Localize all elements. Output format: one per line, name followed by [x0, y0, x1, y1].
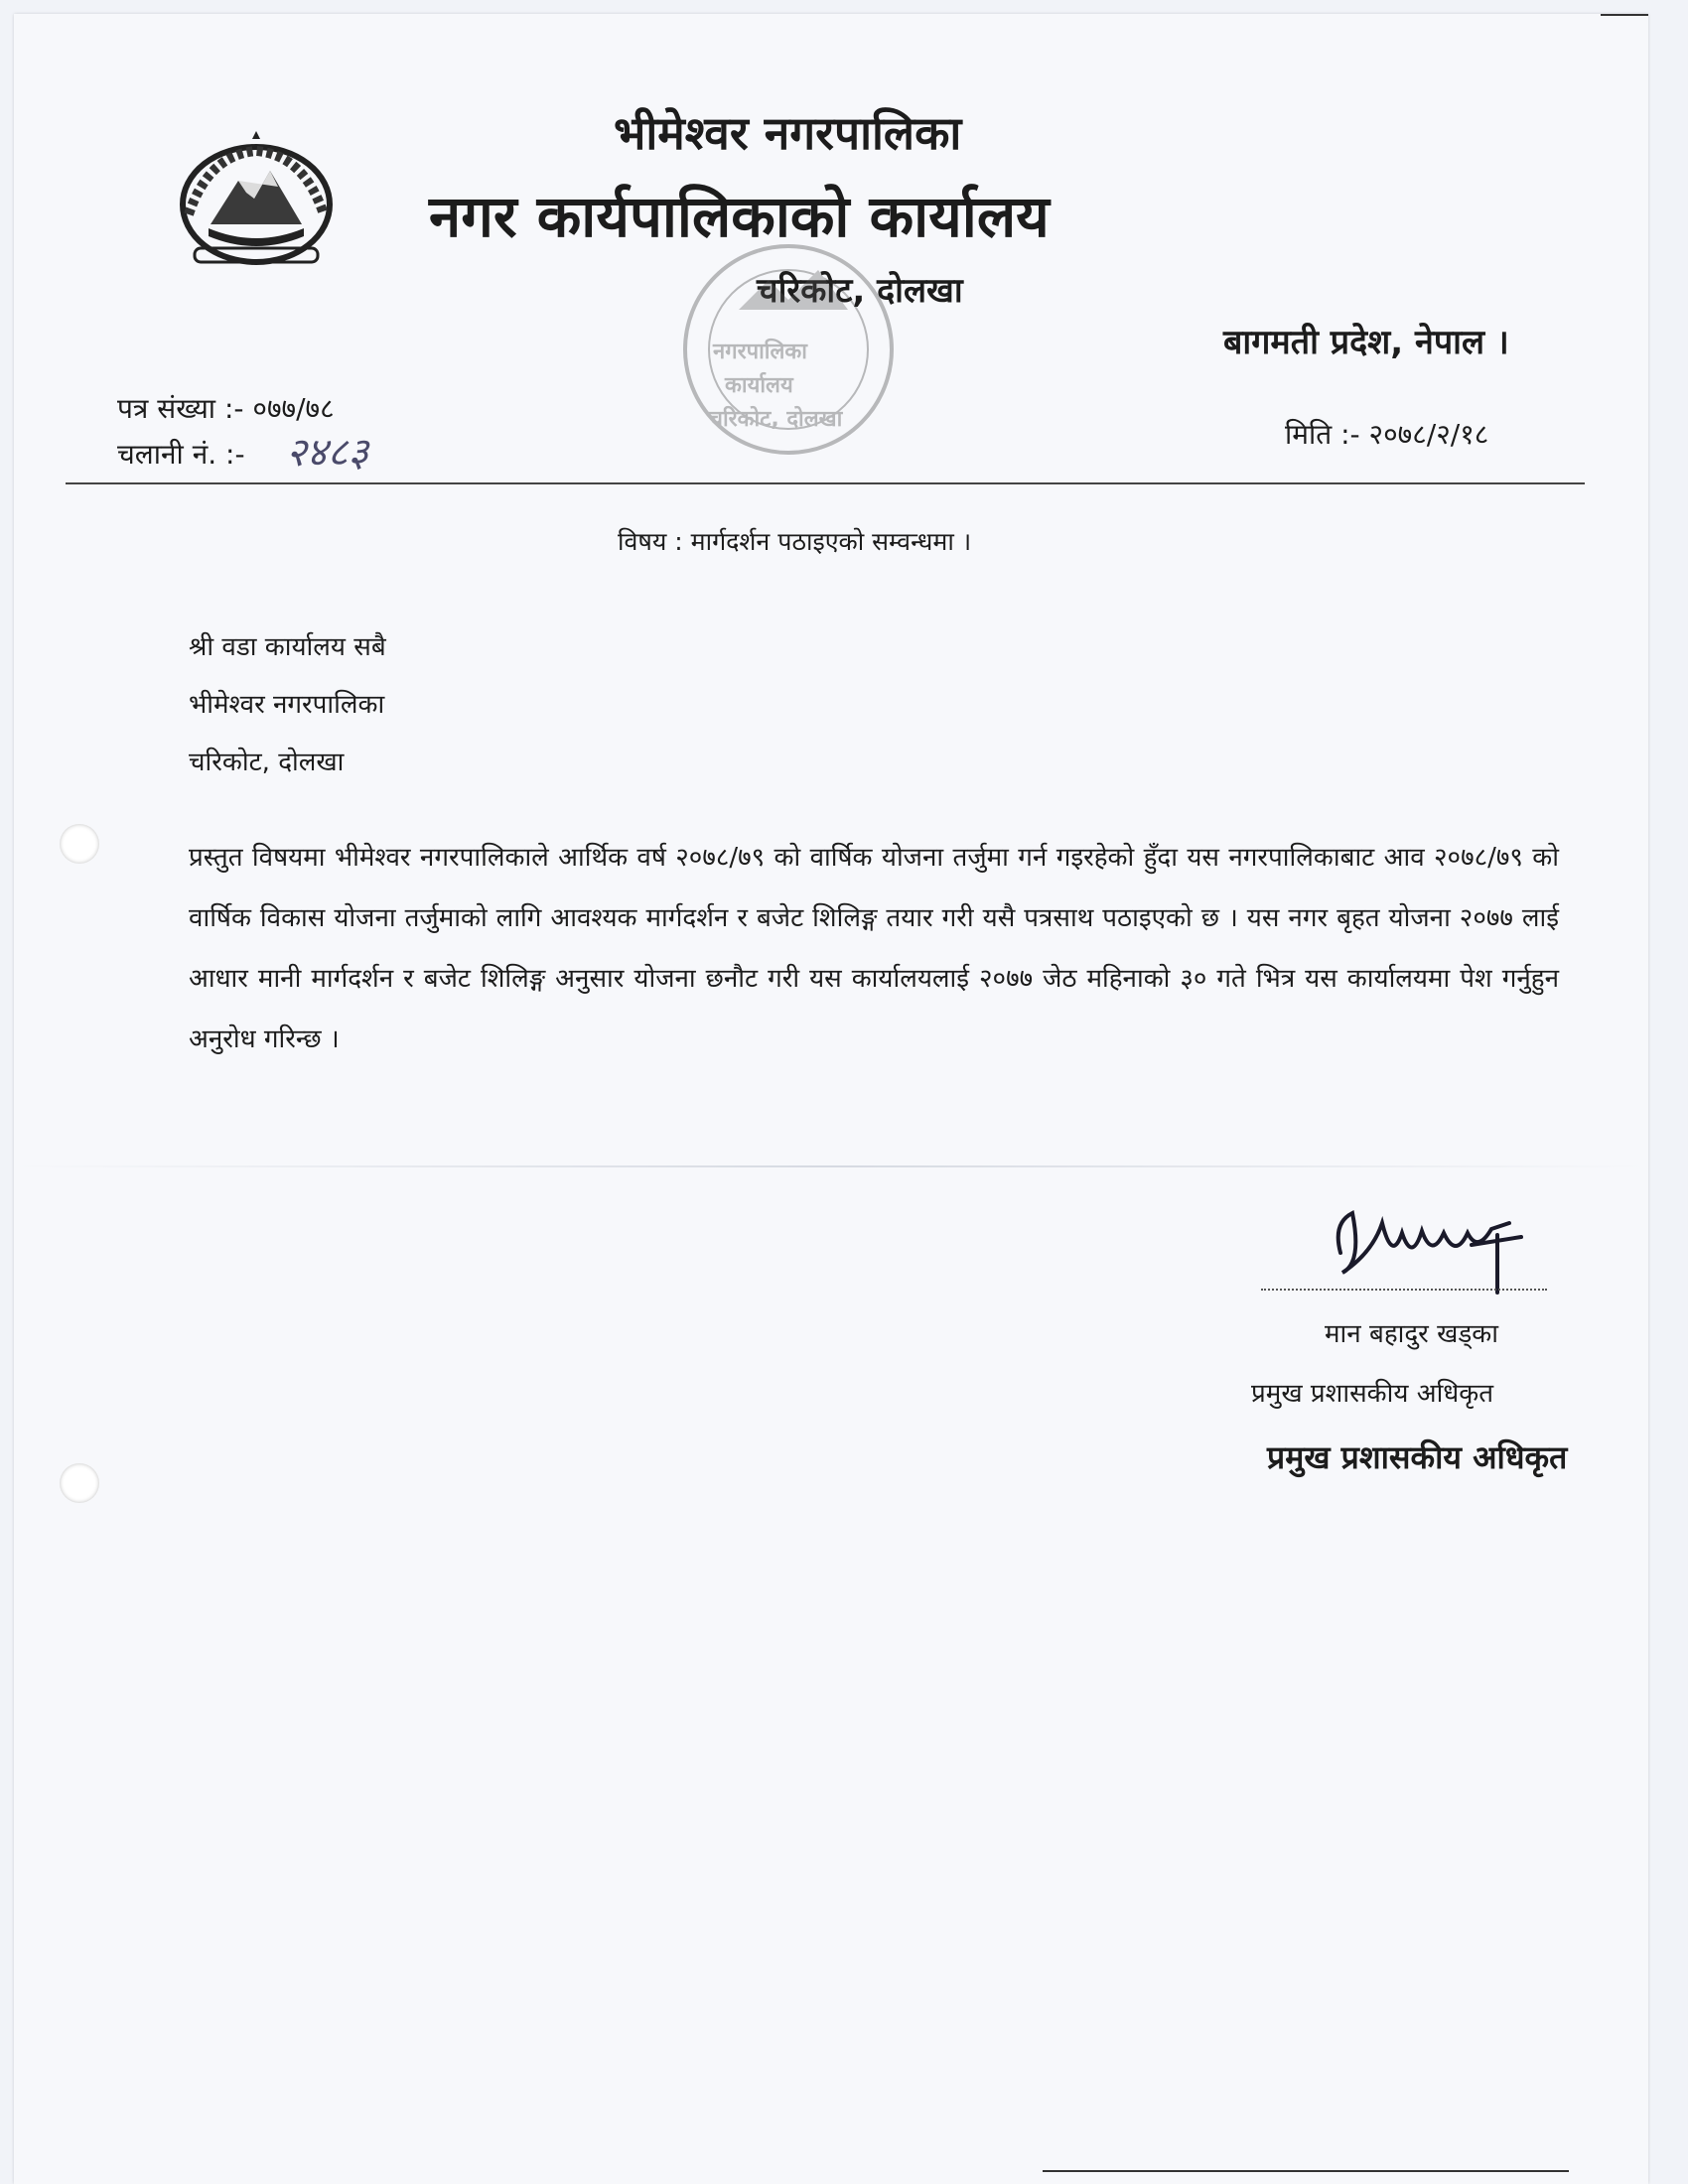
- edge-line: [1601, 14, 1648, 16]
- paper-crease: [14, 1165, 1648, 1167]
- header-divider: [66, 482, 1585, 484]
- dispatch-label: चलानी नं. :-: [117, 438, 245, 471]
- municipality-name: भीमेश्वर नगरपालिका: [614, 106, 962, 160]
- stamp-line-2: कार्यालय: [725, 373, 793, 398]
- signatory-name: मान बहादुर खड्का: [1325, 1319, 1498, 1349]
- addressee-line-3: चरिकोट, दोलखा: [189, 748, 345, 777]
- footer-edge-line: [1043, 2170, 1569, 2172]
- signature-dotted-line: [1261, 1289, 1547, 1291]
- letter-number: पत्र संख्या :- ०७७/७८: [117, 392, 335, 425]
- letter-subject: विषय : मार्गदर्शन पठाइएको सम्वन्धमा ।: [618, 527, 972, 556]
- stamp-line-1: नगरपालिका: [713, 340, 807, 364]
- punch-hole-top: [60, 824, 99, 864]
- signatory-title-stamp: प्रमुख प्रशासकीय अधिकृत: [1267, 1438, 1568, 1476]
- office-name: नगर कार्यपालिकाको कार्यालय: [429, 183, 1050, 250]
- punch-hole-bottom: [60, 1463, 99, 1503]
- handwritten-signature-icon: [1323, 1193, 1541, 1302]
- signatory-title: प्रमुख प्रशासकीय अधिकृत: [1251, 1379, 1494, 1409]
- letter-body: प्रस्तुत विषयमा भीमेश्वर नगरपालिकाले आर्थिक वर्ष २०७८/७९ को वार्षिक योजना तर्जुमा गर्न गइरहेको हुँदा यस नगरपालिकाबाट आव २०७८/७९ को वार्षिक विकास योजना तर्जुमाको लागि आवश्यक मार्गदर्शन र बजेट शिलिङ्ग तयार गरी यसै पत्रसाथ पठाइएको छ । यस नगर बृहत योजना २०७७ लाई आधार मानी मार्गदर्शन र बजेट शिलिङ्ग अनुसार योजना छनौट गरी यस कार्यालयलाई २०७७ जेठ महिनाको ३० गते भित्र यस कार्यालयमा पेश गर्नुहुन अनुरोध गरिन्छ ।: [189, 843, 1559, 1054]
- office-stamp: [669, 240, 908, 469]
- nepal-emblem-icon: [159, 125, 353, 274]
- letter-page: [14, 14, 1648, 2184]
- addressee-line-1: श्री वडा कार्यालय सबै: [189, 632, 386, 662]
- office-location: चरिकोट, दोलखा: [757, 271, 963, 311]
- letter-date: मिति :- २०७८/२/१८: [1285, 418, 1489, 451]
- province-name: बागमती प्रदेश, नेपाल ।: [1223, 323, 1509, 362]
- addressee-line-2: भीमेश्वर नगरपालिका: [189, 690, 385, 720]
- stamp-line-3: चरिकोट, दोलखा: [709, 407, 843, 432]
- dispatch-number-handwritten: २४८३: [286, 430, 369, 476]
